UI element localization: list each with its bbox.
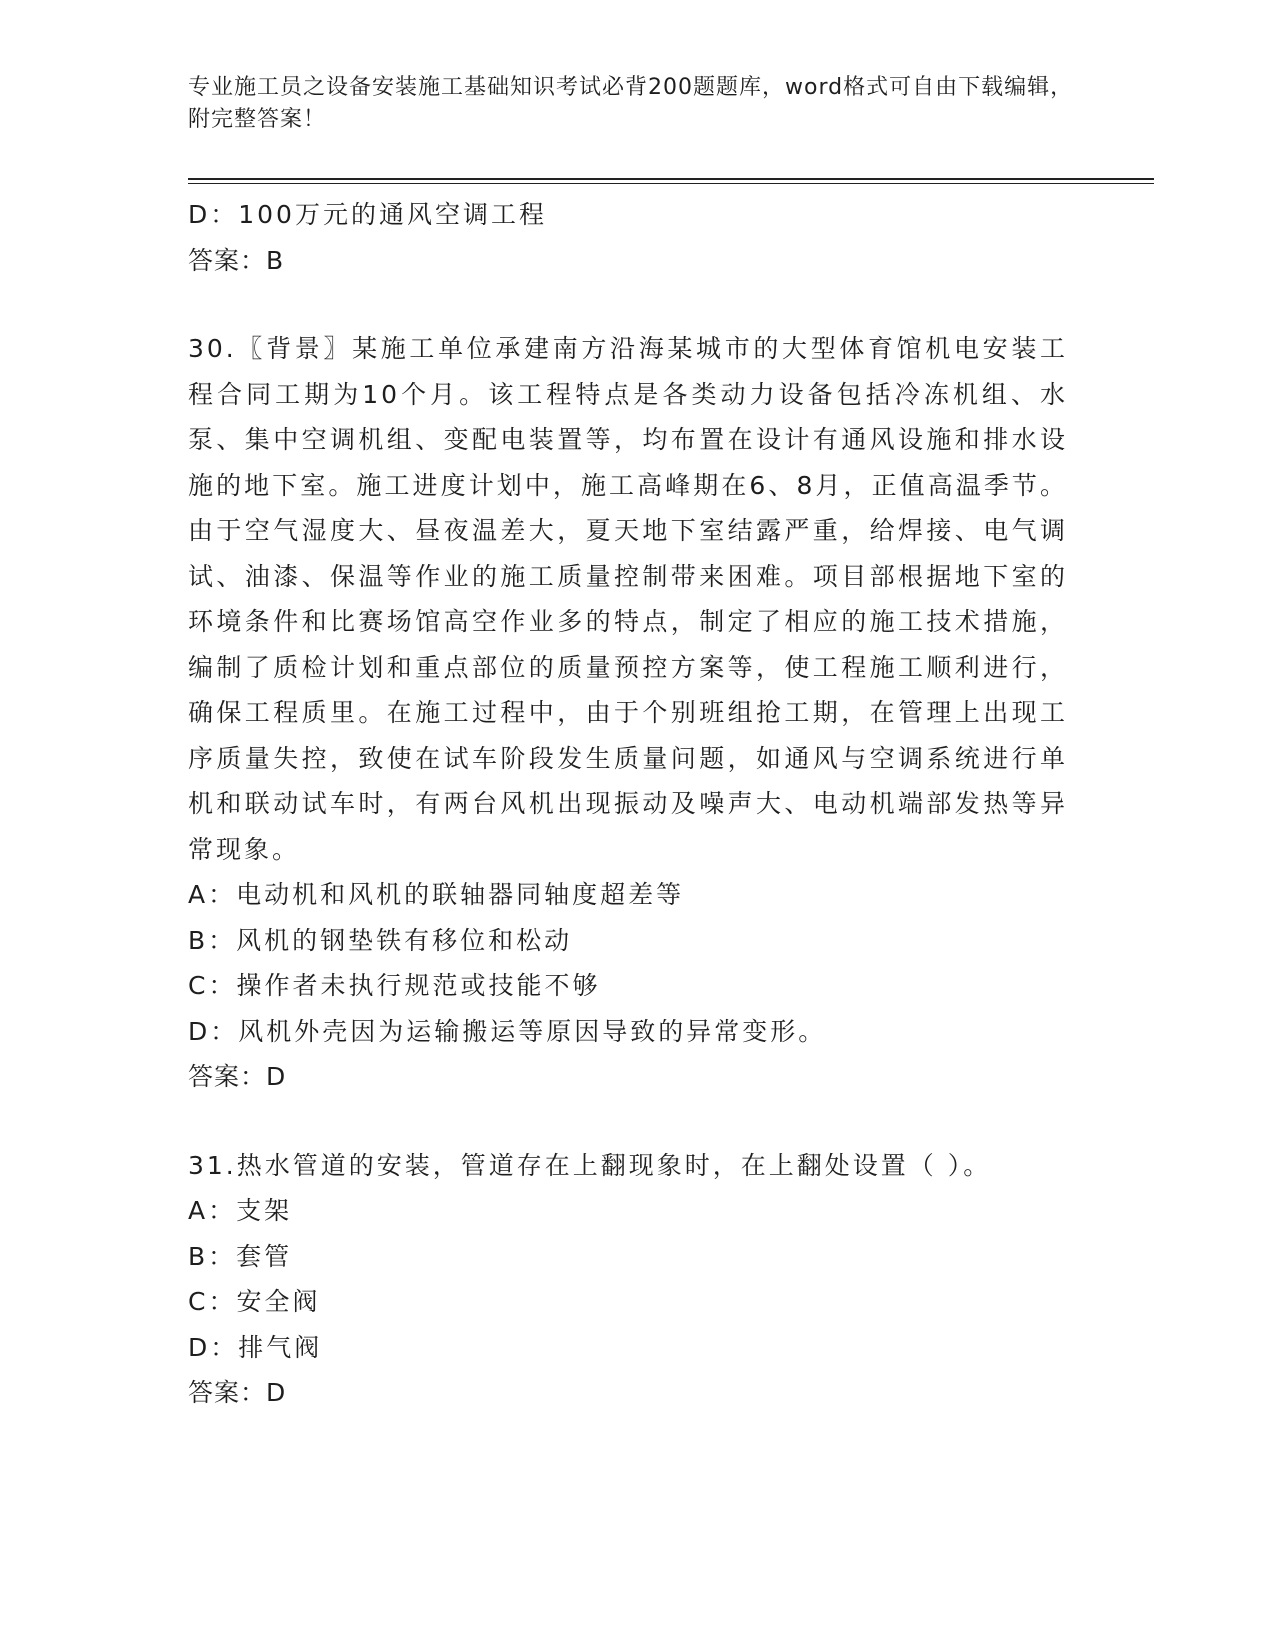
- q30-option-c: C：操作者未执行规范或技能不够: [188, 971, 601, 1000]
- header-rule-thin: [188, 183, 1154, 184]
- q31-stem: 31.热水管道的安装，管道存在上翻现象时，在上翻处设置（ ）。: [188, 1150, 992, 1180]
- q31-option-b: B：套管: [188, 1241, 293, 1271]
- q31-option-c: C：安全阀: [188, 1287, 321, 1316]
- q30-option-d: D：风机外壳因为运输搬运等原因导致的异常变形。: [188, 1016, 827, 1046]
- document-body: [188, 192, 1088, 1416]
- q31-option-d: D：排气阀: [188, 1332, 323, 1362]
- q30-answer: 答案：D: [188, 1062, 287, 1091]
- document-header: 专业施工员之设备安装施工基础知识考试必背200题题库，word格式可自由下载编辑，附完整答案！: [188, 75, 1074, 132]
- spacer: [188, 283, 1088, 326]
- q31-answer: 答案：D: [188, 1378, 287, 1407]
- q30-option-b: B：风机的钢垫铁有移位和松动: [188, 925, 573, 955]
- q29-answer: 答案：B: [188, 245, 285, 275]
- header-rule-thick: [188, 178, 1154, 180]
- q31-option-a: A：支架: [188, 1196, 293, 1225]
- q29-option-d: D：100万元的通风空调工程: [188, 200, 547, 229]
- spacer: [188, 1100, 1088, 1143]
- q30-option-a: A：电动机和风机的联轴器同轴度超差等: [188, 880, 685, 909]
- q30-stem: 30.〖背景〗某施工单位承建南方沿海某城市的大型体育馆机电安装工程合同工期为10个月。该工程特点是各类动力设备包括冷冻机组、水泵、集中空调机组、变配电装置等，均布置在设计有通风设施和排水设施的地下室。施工进度计划中，施工高峰期在6、8月，正值高温季节。由于空气湿度大、昼夜温差大，夏天地下室结露严重，给焊接、电气调试、油漆、保温等作业的施工质量控制带来困难。项目部根据地下室的环境条件和比赛场馆高空作业多的特点，制定了相应的施工技术措施，编制了质检计划和重点部位的质量预控方案等，使工程施工顺利进行，确保工程质里。在施工过程中，由于个别班组抢工期，在管理上出现工序质量失控，致使在试车阶段发生质量问题，如通风与空调系统进行单机和联动试车时，有两台风机出现振动及噪声大、电动机端部发热等异常现象。: [188, 334, 1068, 864]
